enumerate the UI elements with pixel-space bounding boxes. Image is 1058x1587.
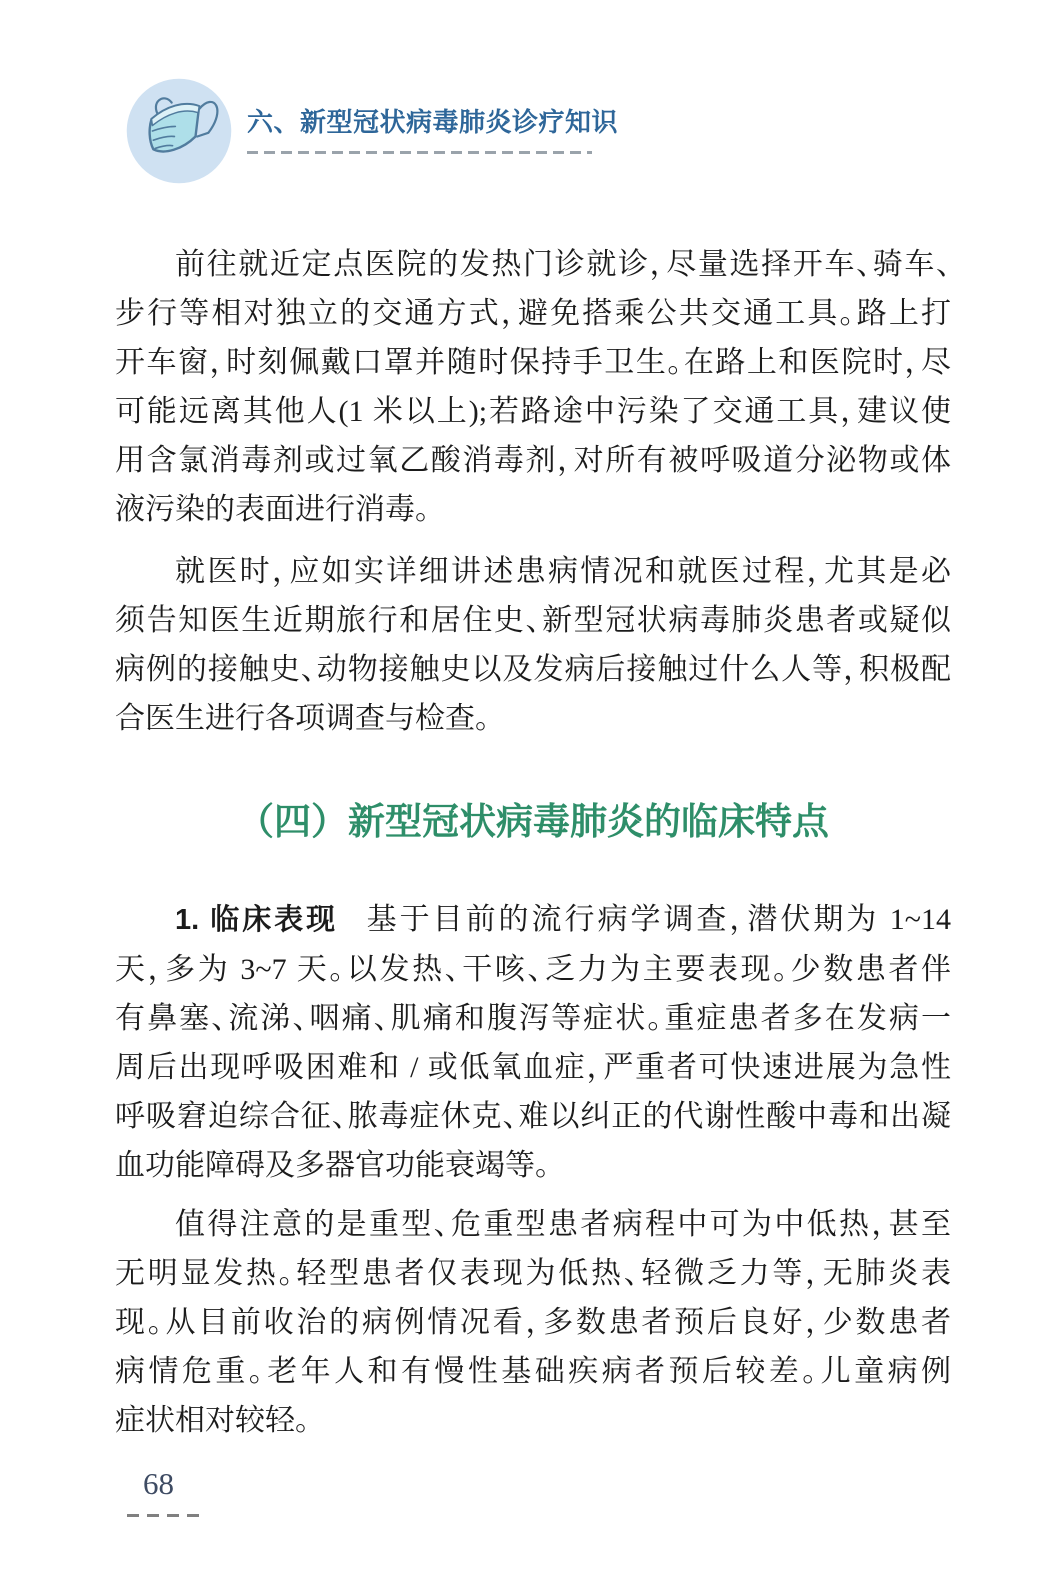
paragraph-clinical	[115, 895, 951, 1190]
text-line: 病情危重。老年人和有慢性基础疾病者预后较差。儿童病例	[115, 1355, 951, 1388]
text-line: 就医时，应如实详细讲述患病情况和就医过程，尤其是必	[175, 555, 951, 588]
face-mask-icon-svg	[124, 76, 234, 186]
paragraph-severity	[115, 1200, 951, 1445]
text-line: 用含氯消毒剂或过氧乙酸消毒剂，对所有被呼吸道分泌物或体	[115, 444, 951, 477]
text-line: 步行等相对独立的交通方式，避免搭乘公共交通工具。路上打	[115, 297, 951, 330]
header-dashed-rule	[247, 151, 592, 154]
clinical-lead-rest: 基于目前的流行病学调查，潜伏期为 1~14	[366, 903, 951, 936]
face-mask-icon	[124, 76, 234, 186]
clinical-term-bold: 1. 临床表现	[175, 904, 339, 936]
text-line: 值得注意的是重型、危重型患者病程中可为中低热，甚至	[175, 1208, 951, 1241]
paragraph-seeing-doctor	[115, 547, 951, 743]
text-line: 天，多为 3~7 天。以发热、干咳、乏力为主要表现。少数患者伴	[115, 953, 951, 986]
chapter-title: 六、新型冠状病毒肺炎诊疗知识	[247, 108, 619, 137]
text-line: 病例的接触史、动物接触史以及发病后接触过什么人等，积极配	[115, 653, 951, 686]
text-line: 有鼻塞、流涕、咽痛、肌痛和腹泻等症状。重症患者多在发病一	[115, 1002, 951, 1035]
text-line: 周后出现呼吸困难和 / 或低氧血症，严重者可快速进展为急性	[115, 1051, 951, 1084]
text-line: 合医生进行各项调查与检查。	[115, 702, 490, 735]
text-line: 液污染的表面进行消毒。	[115, 493, 430, 526]
clinical-lines	[115, 945, 951, 1190]
text-line: 现。从目前收治的病例情况看，多数患者预后良好，少数患者	[115, 1306, 951, 1339]
text-line: 前往就近定点医院的发热门诊就诊，尽量选择开车、骑车、	[175, 248, 951, 281]
text-line: 可能远离其他人(1 米以上);若路途中污染了交通工具，建议使	[115, 395, 951, 428]
page-number: 68	[143, 1466, 174, 1501]
paragraph-transport	[115, 240, 951, 534]
text-line: 无明显发热。轻型患者仅表现为低热、轻微乏力等，无肺炎表	[115, 1257, 951, 1290]
text-line: 症状相对较轻。	[115, 1404, 310, 1437]
text-line: 须告知医生近期旅行和居住史、新型冠状病毒肺炎患者或疑似	[115, 604, 951, 637]
text-line	[115, 895, 951, 945]
footer-dashed-rule	[127, 1514, 199, 1517]
section-heading: （四）新型冠状病毒肺炎的临床特点	[237, 802, 829, 843]
text-line: 血功能障碍及多器官功能衰竭等。	[115, 1149, 550, 1182]
text-line: 开车窗，时刻佩戴口罩并随时保持手卫生。在路上和医院时，尽	[115, 346, 951, 379]
text-line: 呼吸窘迫综合征、脓毒症休克、难以纠正的代谢性酸中毒和出凝	[115, 1100, 951, 1133]
